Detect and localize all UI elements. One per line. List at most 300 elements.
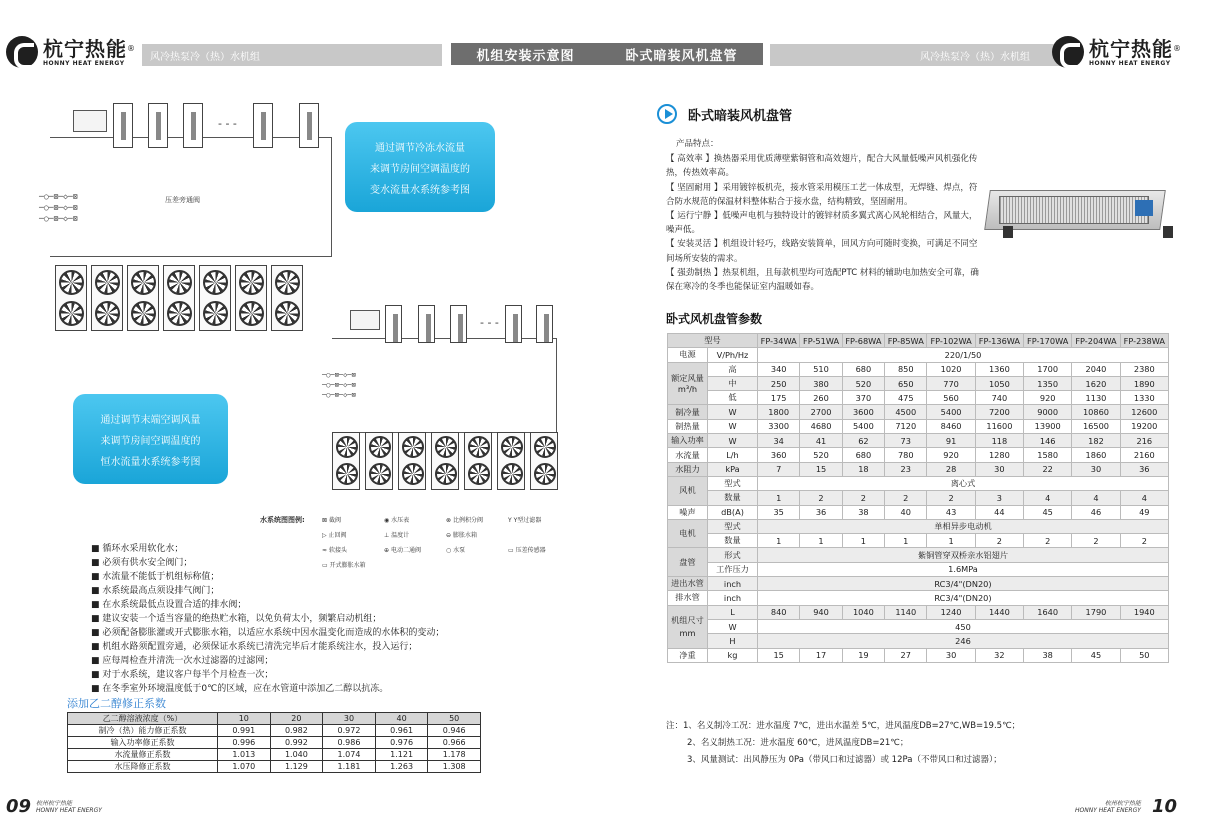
table-row	[668, 648, 1169, 662]
note-item: ■ 建议安装一个适当容量的绝热贮水箱，以免负荷太小，频繁启动机组；	[91, 612, 444, 626]
table-cell: 32	[975, 648, 1023, 662]
row-unit: 型式	[708, 476, 758, 490]
table-cell: 0.982	[270, 725, 323, 737]
table-cell: 19200	[1120, 419, 1168, 433]
header-band-right	[770, 44, 1070, 66]
chiller-unit	[431, 432, 459, 490]
table-cell: 380	[800, 376, 842, 390]
table-cell: 41	[800, 434, 842, 448]
header-cell: 乙二醇溶液浓度（%）	[68, 713, 218, 725]
table-row	[668, 591, 1169, 605]
params-table	[667, 333, 1169, 663]
table-cell: 0.961	[375, 725, 428, 737]
row-unit: inch	[708, 591, 758, 605]
table-cell: 17	[800, 648, 842, 662]
row-label: 机组尺寸 mm	[668, 605, 708, 648]
table-cell: 49	[1120, 505, 1168, 519]
center-title-left: 机组安装示意图	[476, 48, 575, 64]
row-unit: H	[708, 634, 758, 648]
table-cell: 5400	[927, 405, 975, 419]
table-row	[668, 577, 1169, 591]
footer-brand-right: 杭州杭宁热能 HONNY HEAT ENERGY	[1075, 800, 1141, 814]
table-header-row	[668, 334, 1169, 348]
table-cell: 45	[1072, 648, 1120, 662]
legend-item: ▭ 开式膨胀水箱	[322, 562, 366, 569]
table-row	[668, 619, 1169, 633]
table-cell: 1	[758, 534, 800, 548]
table-cell: 2700	[800, 405, 842, 419]
table-cell: 780	[885, 448, 927, 462]
row-unit: inch	[708, 577, 758, 591]
table-cell: 220/1/50	[758, 348, 1169, 362]
terminal-unit	[148, 103, 168, 148]
feature-item: 【 安装灵活 】机组设计轻巧，线路安装简单，回风方向可随时变换，可满足不同空间场所安装的需求。	[666, 239, 978, 264]
table-cell: 475	[885, 391, 927, 405]
brand-mark-icon	[1052, 36, 1084, 68]
header-band-left	[142, 44, 442, 66]
terminal-unit	[418, 305, 435, 343]
table-cell: 44	[975, 505, 1023, 519]
table-cell: 1.070	[218, 761, 271, 773]
row-unit: kPa	[708, 462, 758, 476]
table-cell: 146	[1024, 434, 1072, 448]
table-cell: 260	[800, 391, 842, 405]
page-number-left: 09	[6, 796, 32, 817]
table-cell: 175	[758, 391, 800, 405]
table-cell: 13900	[1024, 419, 1072, 433]
table-cell: 38	[842, 505, 884, 519]
table-cell: 2	[1024, 534, 1072, 548]
table-cell: 19	[842, 648, 884, 662]
row-label: 输入功率	[668, 434, 708, 448]
pump-valve-group: ─○─⊠─◇─⊠ ─○─⊠─◇─⊠ ─○─⊠─◇─⊠	[39, 192, 78, 223]
more-units-dashes: - - -	[218, 117, 237, 130]
terminal-unit	[113, 103, 133, 148]
table-cell: 250	[758, 376, 800, 390]
table-row	[668, 405, 1169, 419]
table-row	[68, 749, 481, 761]
table-row	[68, 761, 481, 773]
table-cell: 680	[842, 362, 884, 376]
chiller-unit	[398, 432, 426, 490]
callout-line: 恒水流量水系统参考图	[100, 457, 201, 468]
table-cell: 15	[758, 648, 800, 662]
feature-item: 【 强劲制热 】热泵机组，且每款机型均可选配PTC 材料的辅助电加热安全可靠，确保在寒冷的冬季也能保证室内温暖如春。	[666, 267, 979, 293]
header-cell: FP-238WA	[1120, 334, 1168, 348]
table-cell: 1890	[1120, 376, 1168, 390]
table-cell: 1330	[1120, 391, 1168, 405]
row-unit: 低	[708, 391, 758, 405]
row-unit: V/Ph/Hz	[708, 348, 758, 362]
table-cell: 4	[1120, 491, 1168, 505]
table-cell: 输入功率修正系数	[68, 737, 218, 749]
table-cell: 36	[1120, 462, 1168, 476]
terminal-unit	[536, 305, 553, 343]
note-item: ■ 必须有供水安全阀门；	[91, 556, 444, 570]
table-cell: 246	[758, 634, 1169, 648]
table-row	[668, 505, 1169, 519]
brand-name-en: HONNY HEAT ENERGY	[1089, 59, 1171, 67]
row-label: 电机	[668, 519, 708, 548]
table-cell: 0.986	[323, 737, 376, 749]
table-row	[668, 362, 1169, 376]
table-cell: 0.972	[323, 725, 376, 737]
table-cell: 920	[927, 448, 975, 462]
table-cell: 23	[885, 462, 927, 476]
table-cell: 9000	[1024, 405, 1072, 419]
table-cell: 1050	[975, 376, 1023, 390]
table-cell: 3300	[758, 419, 800, 433]
terminal-unit	[385, 305, 402, 343]
table-cell: 1440	[975, 605, 1023, 619]
table-cell: 1	[800, 534, 842, 548]
table-cell: 1	[758, 491, 800, 505]
table-cell: 0.976	[375, 737, 428, 749]
band-label-left: 风冷热泵冷（热）水机组	[150, 52, 260, 63]
glycol-title: 添加乙二醇修正系数	[67, 697, 166, 710]
terminal-unit	[299, 103, 319, 148]
row-unit: kg	[708, 648, 758, 662]
table-cell: 2380	[1120, 362, 1168, 376]
fan-coil-unit-image	[985, 180, 1175, 240]
expansion-tank	[350, 310, 380, 330]
table-cell: 680	[842, 448, 884, 462]
expansion-tank	[73, 110, 107, 132]
brand-name-cn: 杭宁热能	[1089, 36, 1173, 61]
table-cell: 450	[758, 619, 1169, 633]
row-unit: 中	[708, 376, 758, 390]
pump-valve-group: ─○─⊠─◇─⊠ ─○─⊠─◇─⊠ ─○─⊠─◇─⊠	[322, 371, 356, 399]
legend-item: ⊕ 电动二通阀	[384, 547, 421, 554]
table-cell: RC3/4"(DN20)	[758, 577, 1169, 591]
table-cell: 73	[885, 434, 927, 448]
table-row	[668, 391, 1169, 405]
row-unit: dB(A)	[708, 505, 758, 519]
table-cell: 单相异步电动机	[758, 519, 1169, 533]
table-row	[668, 519, 1169, 533]
table-cell: 560	[927, 391, 975, 405]
row-unit: 高	[708, 362, 758, 376]
table-cell: 15	[800, 462, 842, 476]
table-cell: 1.178	[428, 749, 481, 761]
table-row	[668, 376, 1169, 390]
table-cell: 0.991	[218, 725, 271, 737]
row-label: 盘管	[668, 548, 708, 577]
row-label: 电源	[668, 348, 708, 362]
table-cell: 1800	[758, 405, 800, 419]
row-label: 进出水管	[668, 577, 708, 591]
table-cell: 38	[1024, 648, 1072, 662]
table-cell: 0.992	[270, 737, 323, 749]
table-cell: 1.074	[323, 749, 376, 761]
header-cell: FP-136WA	[975, 334, 1023, 348]
table-cell: 118	[975, 434, 1023, 448]
table-cell: 12600	[1120, 405, 1168, 419]
terminal-unit	[253, 103, 273, 148]
row-unit: 工作压力	[708, 562, 758, 576]
row-unit: 数量	[708, 534, 758, 548]
table-cell: 1	[842, 534, 884, 548]
brand-registered: ®	[1173, 43, 1182, 53]
table-cell: RC3/4"(DN20)	[758, 591, 1169, 605]
row-label: 净重	[668, 648, 708, 662]
legend-item: ≈ 软接头	[322, 547, 347, 554]
table-cell: 1860	[1072, 448, 1120, 462]
table-cell: 4500	[885, 405, 927, 419]
table-cell: 62	[842, 434, 884, 448]
table-cell: 2	[800, 491, 842, 505]
params-title: 卧式风机盘管参数	[666, 312, 763, 326]
table-cell: 1580	[1024, 448, 1072, 462]
legend-item: ⊖ 膨胀水箱	[446, 532, 477, 539]
legend-item: ⊥ 温度计	[384, 532, 410, 539]
page-number-right: 10	[1152, 796, 1178, 817]
table-cell: 1360	[975, 362, 1023, 376]
table-cell: 水压降修正系数	[68, 761, 218, 773]
terminal-unit	[450, 305, 467, 343]
table-row	[668, 548, 1169, 562]
table-cell: 1700	[1024, 362, 1072, 376]
note-item: ■ 必须配备膨胀灌或开式膨胀水箱，以适应水系统中因水温变化而造成的水体积的变动；	[91, 626, 444, 640]
table-cell: 7	[758, 462, 800, 476]
table-cell: 27	[885, 648, 927, 662]
chiller-unit	[332, 432, 360, 490]
features-title: 产品特点：	[676, 139, 719, 149]
chiller-unit	[497, 432, 525, 490]
table-cell: 1.263	[375, 761, 428, 773]
header-cell: 20	[270, 713, 323, 725]
table-cell: 2160	[1120, 448, 1168, 462]
table-cell: 2	[927, 491, 975, 505]
table-cell: 18	[842, 462, 884, 476]
more-units-dashes: - - -	[480, 316, 499, 329]
table-cell: 650	[885, 376, 927, 390]
table-cell: 340	[758, 362, 800, 376]
row-label: 额定风量 m³/h	[668, 362, 708, 405]
table-cell: 940	[800, 605, 842, 619]
table-cell: 30	[927, 648, 975, 662]
table-cell: 紫铜管穿双桥亲水铝翅片	[758, 548, 1169, 562]
constant-flow-diagram	[320, 300, 560, 495]
chiller-unit	[235, 265, 267, 331]
table-header-row	[68, 713, 481, 725]
feature-item: 【 运行宁静 】低噪声电机与独特设计的镀锌材质多翼式离心风轮相结合，风量大，噪声低。	[666, 211, 978, 236]
note-item: ■ 在冬季室外环境温度低于0℃的区域，应在水管道中添加乙二醇以抗冻。	[91, 682, 444, 696]
chiller-unit	[464, 432, 492, 490]
chiller-unit	[163, 265, 195, 331]
table-cell: 1350	[1024, 376, 1072, 390]
table-cell: 1.181	[323, 761, 376, 773]
row-label: 制热量	[668, 419, 708, 433]
table-cell: 91	[927, 434, 975, 448]
terminal-unit	[505, 305, 522, 343]
table-cell: 制冷（热）能力修正系数	[68, 725, 218, 737]
table-cell: 45	[1024, 505, 1072, 519]
callout-line: 变水流量水系统参考图	[370, 185, 470, 196]
row-unit: 型式	[708, 519, 758, 533]
header-cell: FP-68WA	[842, 334, 884, 348]
table-row	[668, 448, 1169, 462]
header-cell: FP-85WA	[885, 334, 927, 348]
table-cell: 2040	[1072, 362, 1120, 376]
table-cell: 28	[927, 462, 975, 476]
table-cell: 7120	[885, 419, 927, 433]
note-item: ■ 对于水系统，建议客户每半个月检查一次；	[91, 668, 444, 682]
legend-item: ⊠ 截阀	[322, 517, 341, 524]
table-cell: 3	[975, 491, 1023, 505]
table-cell: 离心式	[758, 476, 1169, 490]
table-cell: 1620	[1072, 376, 1120, 390]
table-cell: 0.996	[218, 737, 271, 749]
table-cell: 22	[1024, 462, 1072, 476]
table-cell: 216	[1120, 434, 1168, 448]
header-cell: 型号	[668, 334, 758, 348]
brand-logo-left	[6, 36, 136, 68]
table-cell: 3600	[842, 405, 884, 419]
table-row	[668, 605, 1169, 619]
table-cell: 520	[800, 448, 842, 462]
table-cell: 46	[1072, 505, 1120, 519]
table-cell: 520	[842, 376, 884, 390]
callout-line: 来调节房间空调温度的	[370, 164, 470, 175]
table-cell: 1940	[1120, 605, 1168, 619]
chiller-unit	[271, 265, 303, 331]
header-cell: 30	[323, 713, 376, 725]
note-item: ■ 水流量不能低于机组标称值；	[91, 570, 444, 584]
brand-mark-icon	[6, 36, 38, 68]
table-cell: 0.966	[428, 737, 481, 749]
table-cell: 30	[975, 462, 1023, 476]
table-cell: 5400	[842, 419, 884, 433]
chiller-unit	[91, 265, 123, 331]
note-item: ■ 机组水路须配置旁通，必须保证水系统已清洗完毕后才能系统注水，投入运行；	[91, 640, 444, 654]
table-cell: 2	[885, 491, 927, 505]
table-row	[668, 348, 1169, 362]
table-cell: 1140	[885, 605, 927, 619]
table-cell: 4	[1072, 491, 1120, 505]
header-cell: 50	[428, 713, 481, 725]
table-row	[668, 476, 1169, 490]
row-unit: W	[708, 619, 758, 633]
brand-registered: ®	[127, 43, 136, 53]
row-unit: L/h	[708, 448, 758, 462]
table-cell: 370	[842, 391, 884, 405]
table-cell: 1	[885, 534, 927, 548]
product-title: 卧式暗装风机盘管	[688, 109, 793, 124]
table-cell: 1130	[1072, 391, 1120, 405]
table-cell: 1.013	[218, 749, 271, 761]
table-cell: 1.121	[375, 749, 428, 761]
header-cell: 40	[375, 713, 428, 725]
table-row	[668, 562, 1169, 576]
table-row	[668, 419, 1169, 433]
table-cell: 2	[1120, 534, 1168, 548]
table-cell: 1.308	[428, 761, 481, 773]
note-item: ■ 水系统最高点须设排气阀门；	[91, 584, 444, 598]
table-cell: 1640	[1024, 605, 1072, 619]
table-cell: 770	[927, 376, 975, 390]
callout-line: 通过调节末端空调风量	[100, 415, 201, 426]
variable-flow-callout	[345, 122, 495, 212]
table-cell: 1040	[842, 605, 884, 619]
footnote: 2、名义制热工况：进水温度 60℃，进风温度DB=21℃；	[687, 738, 909, 748]
product-features	[666, 137, 981, 294]
note-item: ■ 在水系统最低点设置合适的排水阀；	[91, 598, 444, 612]
table-cell: 1790	[1072, 605, 1120, 619]
water-system-legend	[260, 515, 546, 569]
table-cell: 2	[1072, 534, 1120, 548]
legend-item: ○ 水泵	[446, 547, 466, 554]
row-label: 水阻力	[668, 462, 708, 476]
row-unit: W	[708, 405, 758, 419]
callout-line: 来调节房间空调温度的	[100, 436, 201, 447]
table-row	[668, 434, 1169, 448]
row-label: 风机	[668, 476, 708, 505]
row-label: 排水管	[668, 591, 708, 605]
row-unit: 形式	[708, 548, 758, 562]
table-cell: 36	[800, 505, 842, 519]
row-label: 水流量	[668, 448, 708, 462]
table-cell: 11600	[975, 419, 1023, 433]
table-cell: 1	[927, 534, 975, 548]
header-cell: FP-102WA	[927, 334, 975, 348]
table-row	[68, 737, 481, 749]
table-row	[668, 534, 1169, 548]
header-center-band	[451, 43, 763, 65]
center-title-right: 卧式暗装风机盘管	[625, 48, 738, 64]
table-cell: 35	[758, 505, 800, 519]
note-item: ■ 应每周检查并清洗一次水过滤器的过滤网；	[91, 654, 444, 668]
play-icon	[657, 104, 677, 124]
table-cell: 360	[758, 448, 800, 462]
main-pipe-loop	[332, 338, 557, 433]
table-cell: 水流量修正系数	[68, 749, 218, 761]
brand-logo-right	[1052, 36, 1182, 68]
table-row	[68, 725, 481, 737]
constant-flow-callout	[73, 394, 228, 484]
header-cell: FP-204WA	[1072, 334, 1120, 348]
row-unit: L	[708, 605, 758, 619]
feature-item: 【 坚固耐用 】采用镀锌板机壳，接水管采用模压工艺一体成型，无焊缝、焊点，符合防水规范的保温材料整体粘合于接水盘，结构精致，坚固耐用。	[666, 182, 978, 207]
chiller-unit	[530, 432, 558, 490]
terminal-unit	[183, 103, 203, 148]
row-label: 噪声	[668, 505, 708, 519]
header-cell: FP-34WA	[758, 334, 800, 348]
table-cell: 182	[1072, 434, 1120, 448]
legend-item	[508, 530, 570, 539]
chiller-unit	[55, 265, 87, 331]
legend-item: ◉ 水压表	[384, 517, 410, 524]
chiller-unit	[199, 265, 231, 331]
callout-line: 通过调节冷冻水流量	[375, 143, 465, 154]
table-cell: 10860	[1072, 405, 1120, 419]
header-cell: FP-170WA	[1024, 334, 1072, 348]
table-cell: 4680	[800, 419, 842, 433]
table-cell: 1020	[927, 362, 975, 376]
footer-brand-left: 杭州杭宁热能 HONNY HEAT ENERGY	[36, 800, 102, 814]
glycol-table	[67, 712, 481, 773]
table-row	[668, 491, 1169, 505]
variable-flow-diagram	[35, 95, 335, 335]
installation-notes	[91, 542, 444, 696]
table-cell: 740	[975, 391, 1023, 405]
feature-item: 【 高效率 】换热器采用优质薄壁紫铜管和高效翅片，配合大风量低噪声风机强化传热，传热效率高。	[666, 154, 978, 179]
legend-item: ▷ 止回阀	[322, 532, 347, 539]
table-cell: 7200	[975, 405, 1023, 419]
table-cell: 34	[758, 434, 800, 448]
table-cell: 2	[842, 491, 884, 505]
table-cell: 16500	[1072, 419, 1120, 433]
